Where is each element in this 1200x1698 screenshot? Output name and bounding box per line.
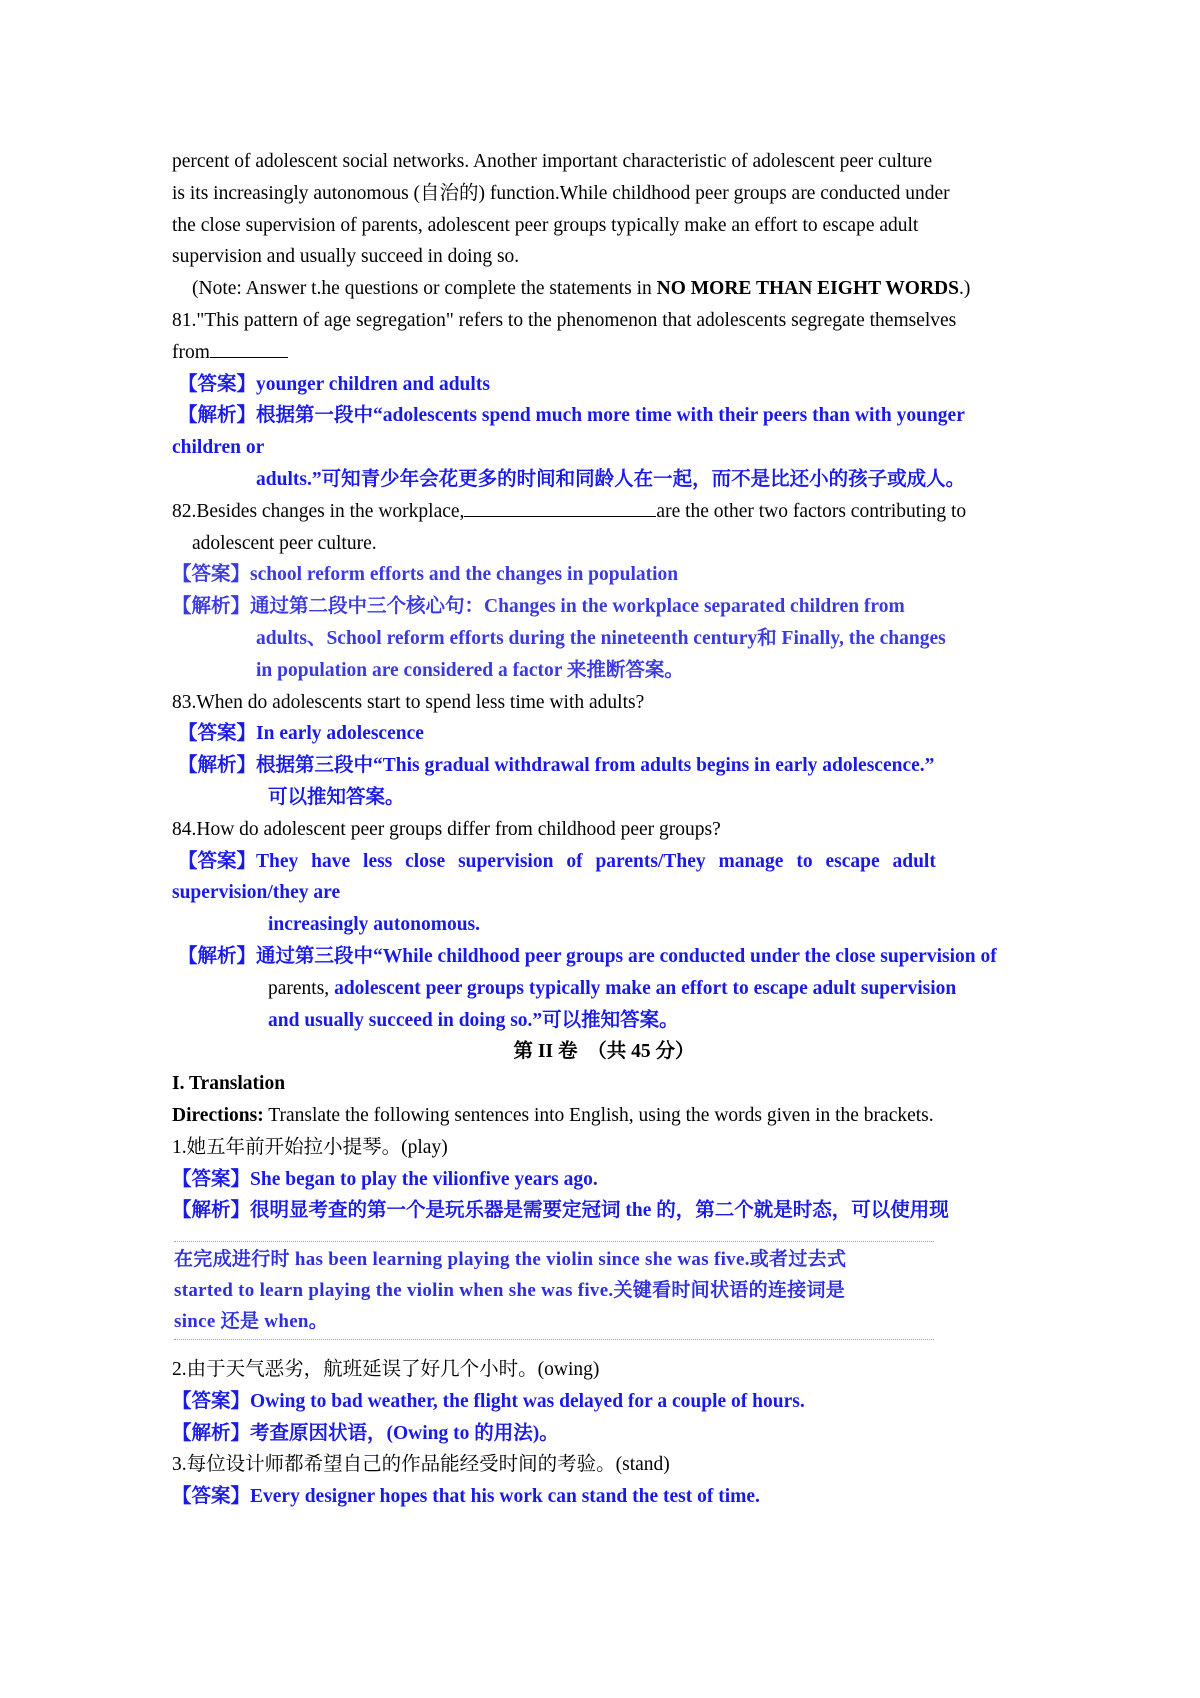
passage-line: percent of adolescent social networks. Another important characteristic of adolescent peer culture [172, 151, 933, 172]
answer-83 [172, 718, 1036, 750]
image-line: 在完成进行时 has been learning playing the violin since she was five.或者过去式 [174, 1249, 847, 1271]
analysis-82 [172, 591, 1036, 623]
analysis-81-line: children or [172, 437, 265, 459]
answer-text: In early adolescence [256, 723, 424, 745]
analysis-82-line: adults、School reform efforts during the nineteenth century和 Finally, the changes [256, 627, 946, 649]
analysis-84 [172, 941, 1036, 973]
analysis-83-line: 可以推知答案。 [268, 786, 405, 808]
answer-label: 【答案】 [178, 850, 257, 872]
analysis-label: 【解析】 [178, 405, 257, 427]
section-title: 第 II 卷 （共 45 分） [513, 1041, 695, 1063]
analysis-text: parents, [268, 977, 335, 999]
analysis-label: 【解析】 [172, 596, 251, 618]
translation-1: 1.她五年前开始拉小提琴。(play) [172, 1136, 448, 1158]
note [172, 273, 1036, 305]
analysis-label: 【解析】 [178, 945, 257, 967]
answer-text: younger children and adults [256, 373, 490, 395]
answer-label: 【答案】 [178, 373, 257, 395]
answer-t2 [172, 1386, 1036, 1418]
answer-81 [172, 369, 1036, 401]
analysis-label: 【解析】 [178, 755, 257, 777]
section-heading: I. Translation [172, 1073, 286, 1095]
question-82-cont: adolescent peer culture. [192, 532, 377, 554]
note-bold: NO MORE THAN EIGHT WORDS [656, 278, 959, 300]
answer-text: She began to play the vilionfive years ago. [250, 1168, 598, 1190]
answer-text: They have less close supervision of parents/They manage to escape adult [256, 850, 936, 872]
analysis-83 [172, 750, 1036, 782]
answer-84 [172, 846, 1036, 878]
note-prefix: (Note: Answer t.he questions or complete the statements in [192, 278, 657, 300]
answer-label: 【答案】 [172, 1486, 251, 1508]
question-81-cont [172, 337, 1036, 369]
analysis-text: 很明显考查的第一个是玩乐器是需要定冠词 the 的，第二个就是时态，可以使用现 [250, 1200, 949, 1222]
answer-84-line: increasingly autonomous. [268, 914, 481, 936]
analysis-label: 【解析】 [172, 1422, 251, 1444]
answer-t1 [172, 1164, 1036, 1196]
answer-blank [210, 337, 288, 358]
answer-t3 [172, 1481, 1036, 1513]
analysis-text: 通过第三段中“While childhood peer groups are conducted under the close supervision of [256, 945, 997, 967]
question-84: 84.How do adolescent peer groups differ from childhood peer groups? [172, 818, 721, 840]
analysis-81-line: adults.”可知青少年会花更多的时间和同龄人在一起，而不是比还小的孩子或成人。 [256, 468, 966, 490]
directions [172, 1100, 1036, 1132]
image-line: since 还是 when。 [174, 1311, 329, 1333]
analysis-text: adolescent peer groups typically make an effort to escape adult supervision [334, 977, 957, 999]
analysis-label: 【解析】 [172, 1200, 251, 1222]
translation-3: 3.每位设计师都希望自己的作品能经受时间的考验。(stand) [172, 1454, 670, 1476]
question-text: 82.Besides changes in the workplace, [172, 500, 465, 522]
document-page [172, 146, 1036, 1513]
note-suffix: .) [958, 278, 971, 300]
analysis-text: 根据第三段中“This gradual withdrawal from adults begins in early adolescence.” [256, 755, 935, 777]
analysis-text: 通过第二段中三个核心句：Changes in the workplace separated children from [250, 596, 905, 618]
answer-label: 【答案】 [178, 723, 257, 745]
analysis-82-line: in population are considered a factor 来推断答案。 [256, 659, 684, 681]
answer-84-line: supervision/they are [172, 882, 341, 904]
answer-blank [464, 496, 656, 517]
translation-2: 2.由于天气恶劣，航班延误了好几个小时。(owing) [172, 1359, 600, 1381]
directions-label: Directions: [172, 1104, 264, 1126]
passage-line: is its increasingly autonomous (自治的) function.While childhood peer groups are conducted under [172, 182, 950, 204]
analysis-81 [172, 400, 1036, 432]
image-line: started to learn playing the violin when she was five.关键看时间状语的连接词是 [174, 1280, 846, 1302]
answer-text: Owing to bad weather, the flight was delayed for a couple of hours. [250, 1390, 805, 1412]
question-82 [172, 496, 1036, 528]
analysis-text: 根据第一段中“adolescents spend much more time with their peers than with younger [256, 405, 965, 427]
question-text: are the other two factors contributing to [656, 500, 967, 522]
analysis-84-line: and usually succeed in doing so.”可以推知答案。 [268, 1009, 679, 1031]
pasted-analysis-image [174, 1241, 934, 1340]
answer-text: Every designer hopes that his work can stand the test of time. [250, 1486, 760, 1508]
analysis-t1 [172, 1195, 1036, 1227]
passage-line: supervision and usually succeed in doing so. [172, 246, 520, 268]
analysis-84-line [172, 973, 1036, 1005]
analysis-t2 [172, 1418, 1036, 1450]
analysis-text: 考查原因状语，(Owing to 的用法)。 [250, 1422, 559, 1444]
question-81: 81."This pattern of age segregation" refers to the phenomenon that adolescents segregate themselves [172, 309, 957, 331]
answer-label: 【答案】 [172, 564, 251, 586]
question-text: from [172, 341, 210, 363]
answer-82 [172, 559, 1036, 591]
passage-line: the close supervision of parents, adolescent peer groups typically make an effort to escape adult [172, 214, 919, 236]
answer-label: 【答案】 [172, 1168, 251, 1190]
question-83: 83.When do adolescents start to spend less time with adults? [172, 691, 645, 713]
answer-label: 【答案】 [172, 1390, 251, 1412]
answer-text: school reform efforts and the changes in population [250, 564, 679, 586]
directions-text: Translate the following sentences into English, using the words given in the brackets. [263, 1104, 934, 1126]
